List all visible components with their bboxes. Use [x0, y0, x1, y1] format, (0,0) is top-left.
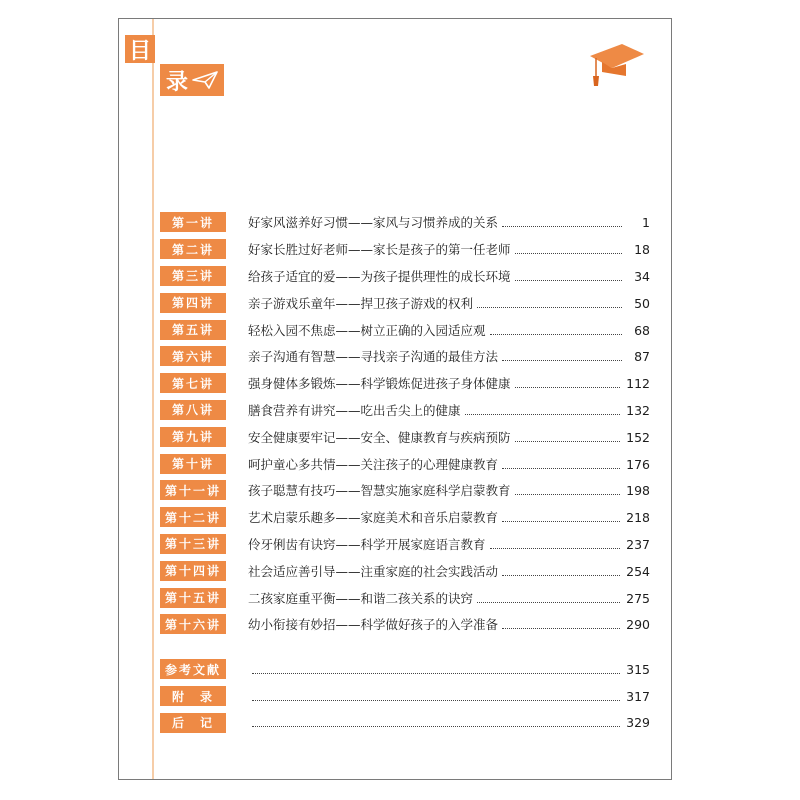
page-number: 218	[626, 510, 650, 526]
chapter-title: 幼小衔接有妙招——科学做好孩子的入学准备	[248, 617, 499, 633]
dot-leader	[252, 725, 620, 727]
page-number: 87	[634, 349, 650, 365]
chapter-title: 给孩子适宜的爱——为孩子提供理性的成长环境	[248, 268, 511, 284]
toc-entry	[248, 535, 650, 553]
page-number: 176	[626, 456, 650, 472]
dot-leader	[502, 520, 620, 522]
toc-row[interactable]	[160, 504, 650, 531]
chapter-title: 轻松入园不焦虑——树立正确的入园适应观	[248, 322, 486, 338]
chapter-label: 第十讲	[160, 454, 226, 474]
toc-title-char-2: 录	[166, 69, 189, 95]
page-number: 254	[626, 563, 650, 579]
chapter-title: 亲子游戏乐童年——捍卫孩子游戏的权利	[248, 295, 474, 311]
toc-entry	[248, 455, 650, 473]
toc-row[interactable]	[160, 316, 650, 343]
toc-entry	[248, 374, 650, 392]
paper-plane-icon	[192, 70, 218, 90]
toc-row[interactable]	[160, 343, 650, 370]
page-number: 329	[626, 715, 650, 731]
toc-row[interactable]	[160, 656, 650, 683]
page-number: 275	[626, 590, 650, 606]
toc-entry	[248, 240, 650, 258]
toc-row[interactable]	[160, 370, 650, 397]
dot-leader	[477, 306, 622, 308]
chapter-label: 第二讲	[160, 239, 226, 259]
toc-row[interactable]	[160, 557, 650, 584]
page-number: 18	[634, 242, 650, 258]
graduation-cap-icon	[586, 38, 646, 90]
page-number: 132	[626, 402, 650, 418]
toc-entry	[248, 615, 650, 633]
chapter-label: 第五讲	[160, 320, 226, 340]
chapter-label: 第七讲	[160, 373, 226, 393]
chapter-title: 膳食营养有讲究——吃出舌尖上的健康	[248, 402, 461, 418]
table-of-contents	[160, 209, 650, 638]
dot-leader	[490, 333, 622, 335]
toc-row[interactable]	[160, 423, 650, 450]
chapter-title: 孩子聪慧有技巧——智慧实施家庭科学启蒙教育	[248, 483, 511, 499]
dot-leader	[477, 601, 620, 603]
dot-leader	[515, 386, 621, 388]
toc-entry	[248, 267, 650, 285]
chapter-label: 第八讲	[160, 400, 226, 420]
dot-leader	[502, 627, 620, 629]
page-number: 68	[634, 322, 650, 338]
chapter-label: 第四讲	[160, 293, 226, 313]
dot-leader	[515, 493, 621, 495]
toc-entry	[248, 562, 650, 580]
chapter-label: 附 录	[160, 686, 226, 706]
page-number: 50	[634, 295, 650, 311]
toc-entry	[248, 213, 650, 231]
toc-entry	[248, 508, 650, 526]
chapter-label: 第十五讲	[160, 588, 226, 608]
dot-leader	[252, 672, 620, 674]
dot-leader	[515, 440, 621, 442]
chapter-label: 第十四讲	[160, 561, 226, 581]
chapter-title: 安全健康要牢记——安全、健康教育与疾病预防	[248, 429, 511, 445]
dot-leader	[502, 359, 622, 361]
toc-row[interactable]	[160, 263, 650, 290]
toc-entry	[248, 401, 650, 419]
toc-entry	[248, 294, 650, 312]
toc-row[interactable]	[160, 236, 650, 263]
dot-leader	[490, 547, 621, 549]
page-number: 34	[634, 268, 650, 284]
chapter-title: 强身健体多锻炼——科学锻炼促进孩子身体健康	[248, 376, 511, 392]
toc-entry	[248, 715, 650, 730]
page-number: 152	[626, 429, 650, 445]
toc-entry	[248, 689, 650, 704]
dot-leader	[515, 279, 622, 281]
chapter-label: 后 记	[160, 713, 226, 733]
chapter-label: 第十二讲	[160, 507, 226, 527]
dot-leader	[502, 467, 620, 469]
chapter-title: 艺术启蒙乐趣多——家庭美术和音乐启蒙教育	[248, 510, 499, 526]
toc-row[interactable]	[160, 710, 650, 737]
toc-entry	[248, 347, 650, 365]
toc-title-char-1: 目	[125, 35, 155, 63]
chapter-title: 二孩家庭重平衡——和谐二孩关系的诀窍	[248, 590, 474, 606]
dot-leader	[502, 225, 622, 227]
page-number: 315	[626, 661, 650, 677]
toc-row[interactable]	[160, 611, 650, 638]
toc-row[interactable]	[160, 397, 650, 424]
page-number: 237	[626, 536, 650, 552]
toc-entry	[248, 321, 650, 339]
toc-entry	[248, 428, 650, 446]
page-number: 198	[626, 483, 650, 499]
chapter-title: 亲子沟通有智慧——寻找亲子沟通的最佳方法	[248, 349, 499, 365]
toc-entry	[248, 589, 650, 607]
page-number: 290	[626, 617, 650, 633]
page-number: 1	[642, 215, 650, 231]
chapter-label: 第六讲	[160, 346, 226, 366]
chapter-title: 好家风滋养好习惯——家风与习惯养成的关系	[248, 215, 499, 231]
chapter-label: 第九讲	[160, 427, 226, 447]
page-number: 112	[626, 376, 650, 392]
accent-line	[152, 19, 154, 779]
chapter-title: 社会适应善引导——注重家庭的社会实践活动	[248, 563, 499, 579]
dot-leader	[502, 574, 620, 576]
toc-entry	[248, 481, 650, 499]
toc-row[interactable]	[160, 209, 650, 236]
chapter-title: 呵护童心多共情——关注孩子的心理健康教育	[248, 456, 499, 472]
toc-entry	[248, 662, 650, 677]
toc-row[interactable]	[160, 289, 650, 316]
dot-leader	[252, 699, 620, 701]
chapter-title: 好家长胜过好老师——家长是孩子的第一任老师	[248, 242, 511, 258]
toc-row[interactable]	[160, 683, 650, 710]
page-number: 317	[626, 688, 650, 704]
back-matter-list	[160, 656, 650, 736]
chapter-label: 第一讲	[160, 212, 226, 232]
toc-row[interactable]	[160, 450, 650, 477]
chapter-label: 第十一讲	[160, 480, 226, 500]
chapter-label: 第三讲	[160, 266, 226, 286]
dot-leader	[465, 413, 621, 415]
chapter-label: 参考文献	[160, 659, 226, 679]
toc-row[interactable]	[160, 584, 650, 611]
chapter-label: 第十六讲	[160, 614, 226, 634]
chapter-title: 伶牙俐齿有诀窍——科学开展家庭语言教育	[248, 536, 486, 552]
toc-row[interactable]	[160, 477, 650, 504]
chapter-label: 第十三讲	[160, 534, 226, 554]
toc-row[interactable]	[160, 531, 650, 558]
dot-leader	[515, 252, 622, 254]
